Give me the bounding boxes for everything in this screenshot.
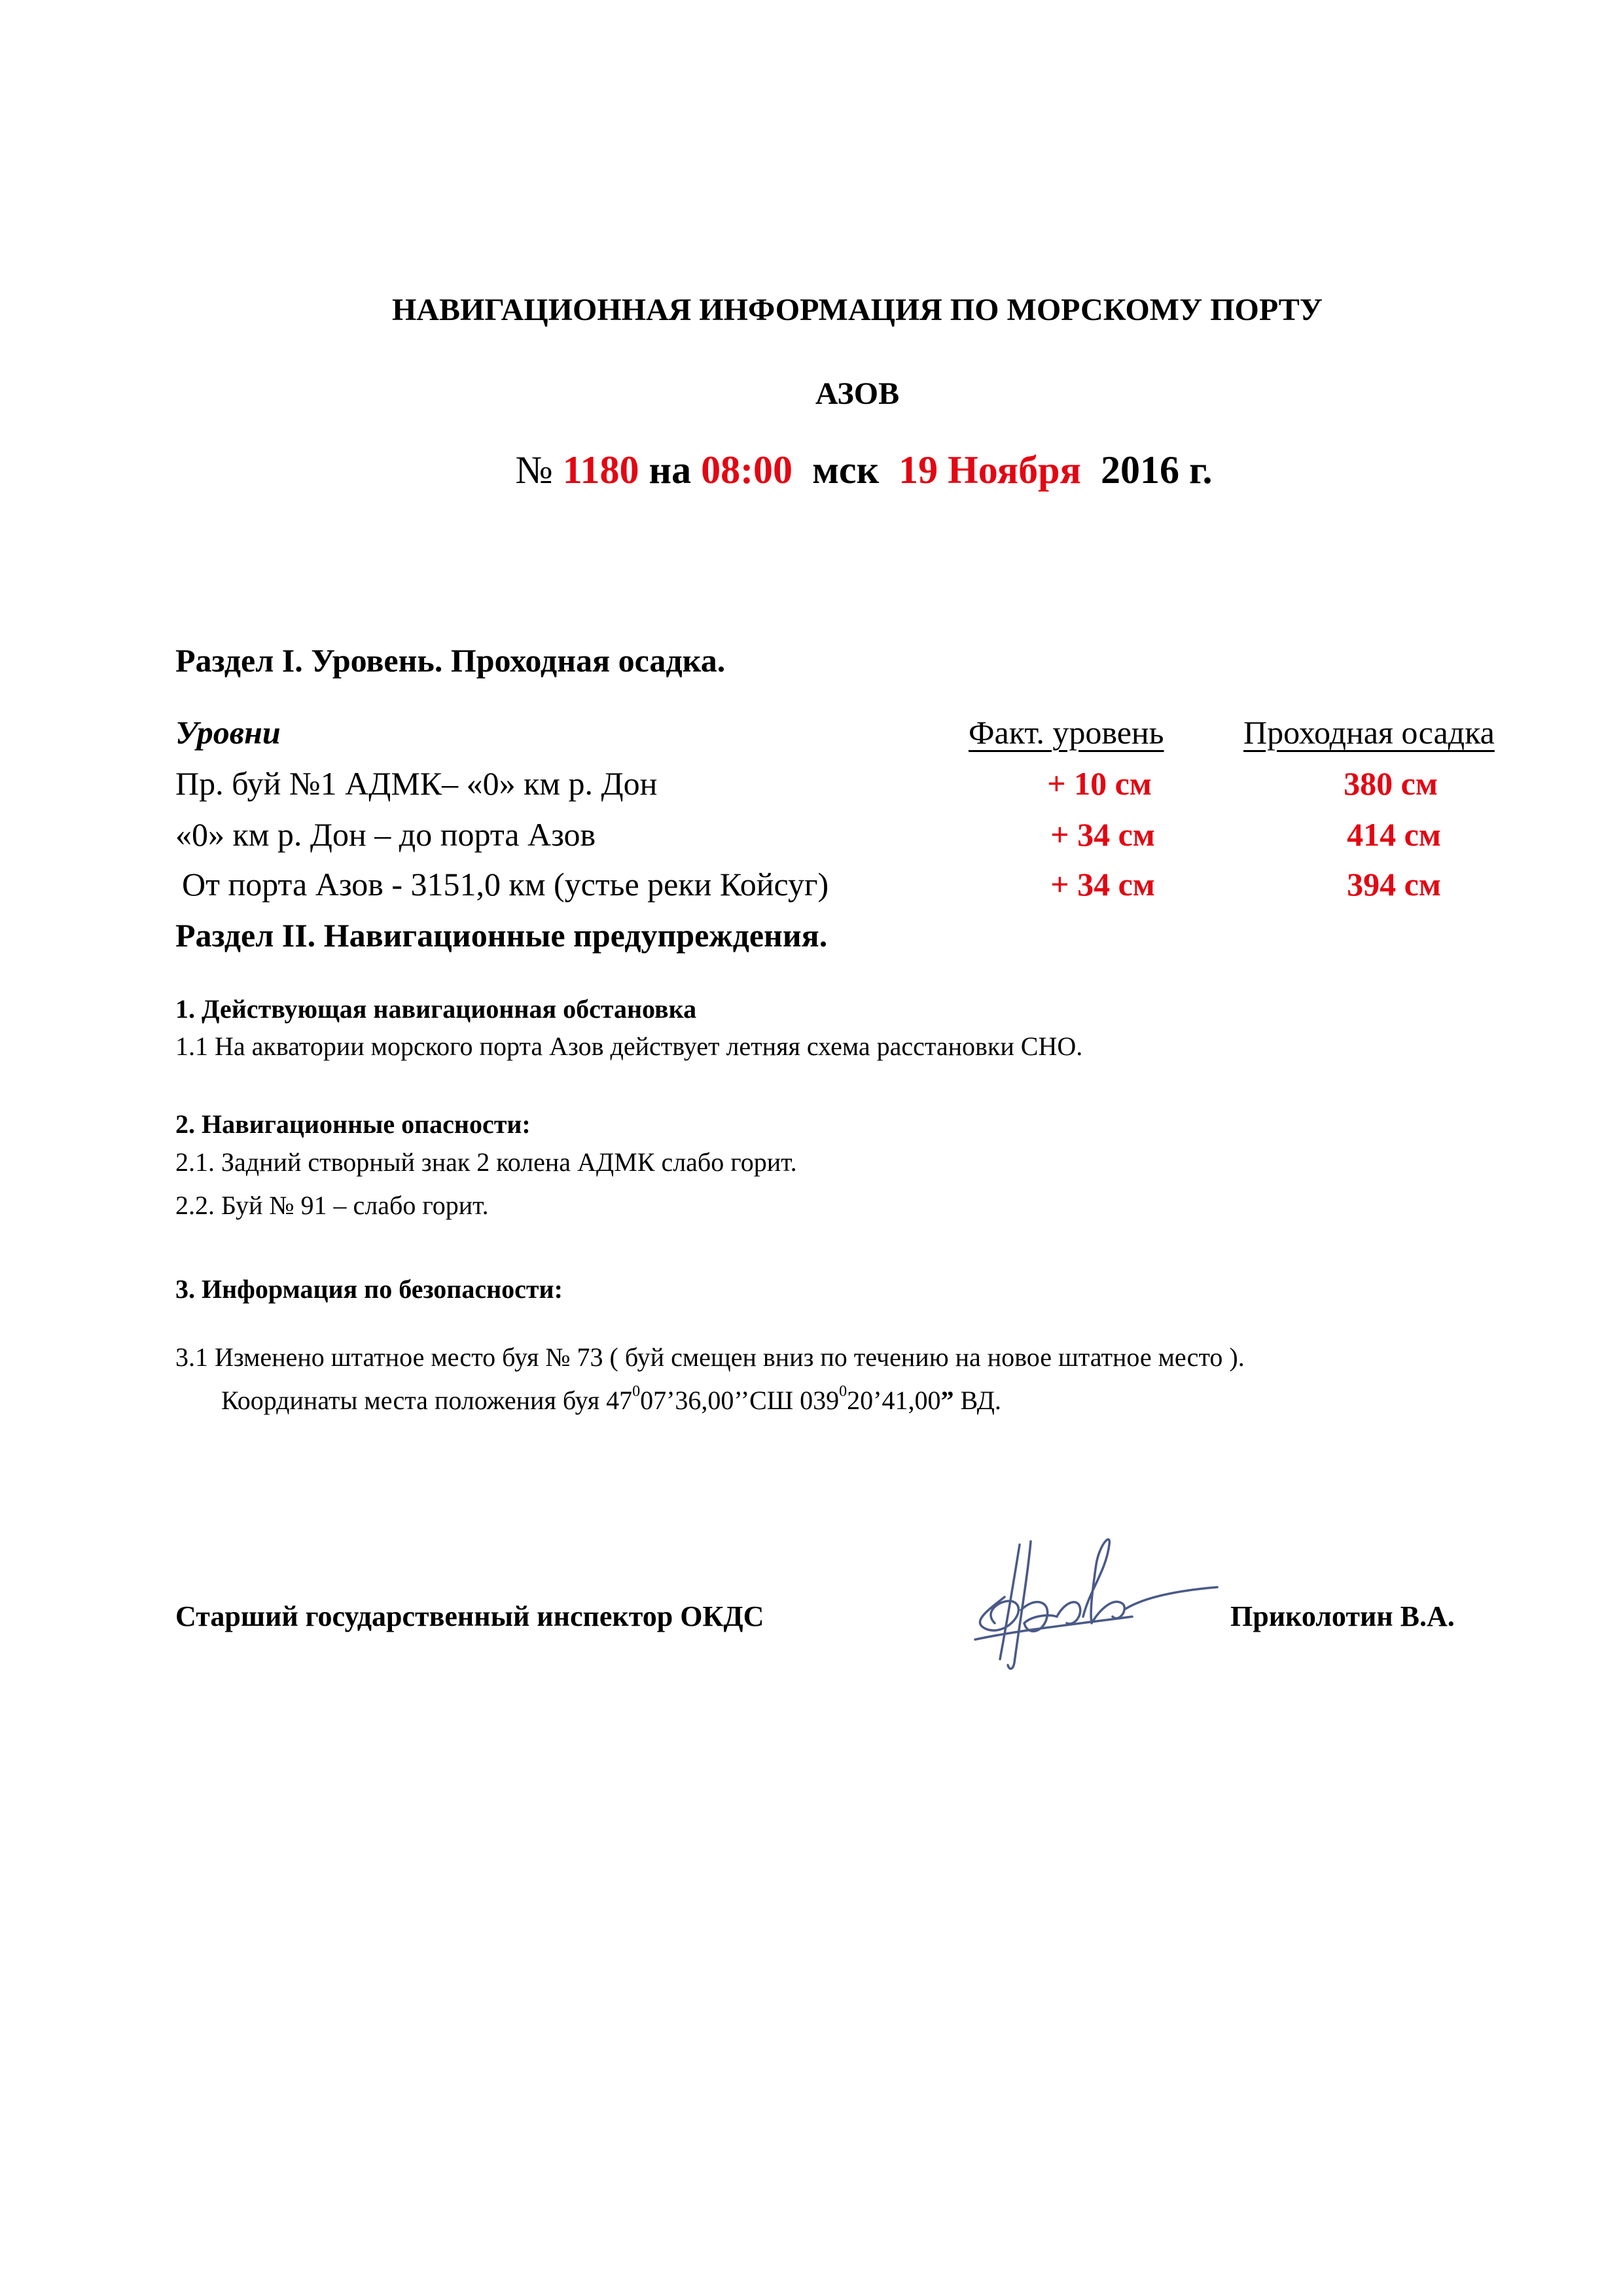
- subsection-3-title: 3. Информация по безопасности:: [175, 1274, 563, 1304]
- buoy-coordinates: [221, 1385, 1001, 1416]
- handwritten-signature: [942, 1525, 1230, 1676]
- bulletin-number-line: [0, 448, 1623, 493]
- timezone-label: мск: [812, 448, 880, 492]
- level-row-name: От порта Азов - 3151,0 км (устье реки Койсуг): [182, 866, 829, 903]
- bulletin-year: 2016 г.: [1100, 448, 1213, 492]
- signatory-position: Старший государственный инспектор ОКДС: [175, 1600, 764, 1632]
- document-title: НАВИГАЦИОННАЯ ИНФОРМАЦИЯ ПО МОРСКОМУ ПОРТУ: [391, 293, 1323, 327]
- signatory-name: Приколотин В.А.: [1230, 1600, 1455, 1632]
- coords-latitude: 07’36,00’’СШ 039: [640, 1386, 840, 1415]
- subsection-2-item: 2.1. Задний створный знак 2 колена АДМК слабо горит.: [175, 1147, 797, 1177]
- level-row-draft: 394 см: [1347, 866, 1441, 903]
- port-name: АЗОВ: [815, 376, 900, 411]
- fact-level-column-header: Факт. уровень: [969, 714, 1164, 751]
- coords-prefix: Координаты места положения буя 47: [221, 1386, 633, 1415]
- bulletin-date: 19 Ноября: [899, 448, 1081, 492]
- on-label: на: [649, 448, 692, 492]
- degree-mark: 0: [632, 1383, 641, 1400]
- levels-column-header: Уровни: [175, 714, 281, 751]
- subsection-2-item: 2.2. Буй № 91 – слабо горит.: [175, 1191, 489, 1220]
- section-1-title: Раздел I. Уровень. Проходная осадка.: [175, 642, 726, 679]
- subsection-3-item: 3.1 Изменено штатное место буя № 73 ( буй смещен вниз по течению на новое штатное место ).: [175, 1342, 1245, 1372]
- coords-quote: ”: [940, 1386, 954, 1415]
- level-row-draft: 380 см: [1344, 765, 1438, 802]
- level-row-fact: + 34 см: [1050, 866, 1155, 903]
- bulletin-number: 1180: [562, 448, 639, 492]
- number-prefix: №: [515, 448, 553, 492]
- coords-suffix: ВД.: [954, 1386, 1001, 1415]
- subsection-2-title: 2. Навигационные опасности:: [175, 1109, 531, 1139]
- level-row-name: «0» км р. Дон – до порта Азов: [175, 816, 596, 853]
- level-row-fact: + 10 см: [1047, 765, 1152, 802]
- subsection-1-item: 1.1 На акватории морского порта Азов действует летняя схема расстановки СНО.: [175, 1031, 1083, 1061]
- coords-longitude: 20’41,00: [847, 1386, 941, 1415]
- subsection-1-title: 1. Действующая навигационная обстановка: [175, 994, 697, 1024]
- draft-column-header: Проходная осадка: [1243, 714, 1495, 751]
- bulletin-time: 08:00: [701, 448, 793, 492]
- degree-mark: 0: [839, 1383, 847, 1400]
- section-2-title: Раздел II. Навигационные предупреждения.: [175, 917, 828, 954]
- level-row-name: Пр. буй №1 АДМК– «0» км р. Дон: [175, 765, 658, 802]
- level-row-fact: + 34 см: [1050, 816, 1155, 853]
- level-row-draft: 414 см: [1347, 816, 1441, 853]
